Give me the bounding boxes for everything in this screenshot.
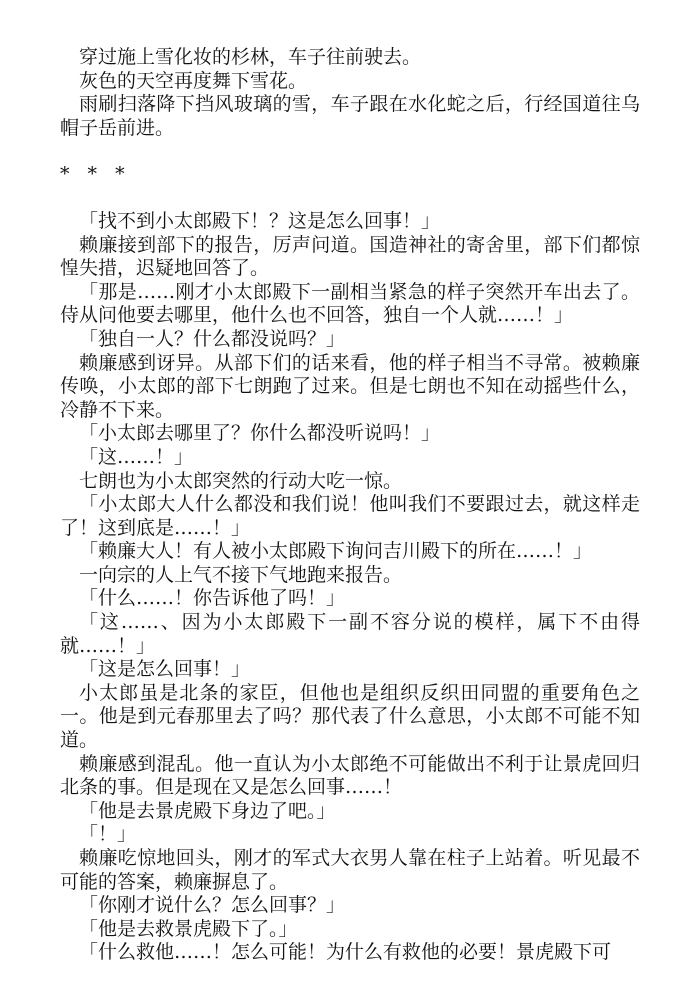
- paragraph: 「小太郎大人什么都没和我们说！他叫我们不要跟过去，就这样走了！这到底是……！」: [60, 493, 640, 539]
- paragraph: 「找不到小太郎殿下！？这是怎么回事！」: [79, 209, 441, 232]
- paragraph: 「他是去景虎殿下身边了吧。」: [79, 799, 336, 822]
- paragraph: 小太郎虽是北条的家臣，但他也是组织反织田同盟的重要角色之一。他是到元春那里去了吗？那代表了什么意思，小太郎不可能不知道。: [60, 681, 640, 752]
- paragraph: 一向宗的人上气不接下气地跑来报告。: [79, 563, 403, 586]
- paragraph: 赖廉感到混乱。他一直认为小太郎绝不可能做出不利于让景虎回归北条的事。但是现在又是怎么回事……！: [60, 752, 640, 799]
- paragraph: 「赖廉大人！有人被小太郎殿下询问吉川殿下的所在……！」: [79, 540, 593, 563]
- paragraph: 「那是……刚才小太郎殿下一副相当紧急的样子突然开车出去了。侍从问他要去哪里，他什么也不回答，独自一个人就……！」: [60, 280, 640, 327]
- paragraph: 「这是怎么回事！」: [79, 658, 251, 681]
- paragraph: 雨刷扫落降下挡风玻璃的雪，车子跟在水化蛇之后，行经国道往乌帽子岳前进。: [60, 93, 640, 139]
- paragraph: 灰色的天空再度舞下雪花。: [79, 69, 308, 92]
- paragraph: 七朗也为小太郎突然的行动大吃一惊。: [79, 469, 403, 492]
- paragraph: 「！」: [79, 823, 137, 846]
- document-page: [60, 46, 640, 965]
- paragraph: 赖廉接到部下的报告，厉声问道。国造神社的寄舍里，部下们都惊惶失措，迟疑地回答了。: [60, 233, 640, 280]
- paragraph: 穿过施上雪化妆的杉林，车子往前驶去。: [79, 46, 422, 68]
- paragraph: 赖廉吃惊地回头，刚才的军式大衣男人靠在柱子上站着。听见最不可能的答案，赖廉摒息了。: [60, 847, 640, 893]
- paragraph: 「这……！」: [79, 445, 194, 468]
- paragraph: 「独自一人？什么都没说吗？」: [79, 327, 346, 350]
- paragraph: 「什么……！你告诉他了吗！」: [79, 587, 346, 610]
- paragraph: 「他是去救景虎殿下了。」: [79, 917, 298, 940]
- paragraph: 「小太郎去哪里了？你什么都没听说吗！」: [79, 422, 441, 445]
- paragraph: 「这……、因为小太郎殿下一副不容分说的模样，属下不由得就……！」: [60, 611, 640, 657]
- paragraph: 「你刚才说什么？怎么回事？」: [79, 894, 346, 917]
- section-separator: * * *: [60, 163, 131, 186]
- paragraph: 赖廉感到讶异。从部下们的话来看，他的样子相当不寻常。被赖廉传唤，小太郎的部下七朗跑了过来。但是七朗也不知在动摇些什么，冷静不下来。: [60, 351, 640, 421]
- paragraph: 「什么救他……！怎么可能！为什么有救他的必要！景虎殿下可: [79, 941, 612, 964]
